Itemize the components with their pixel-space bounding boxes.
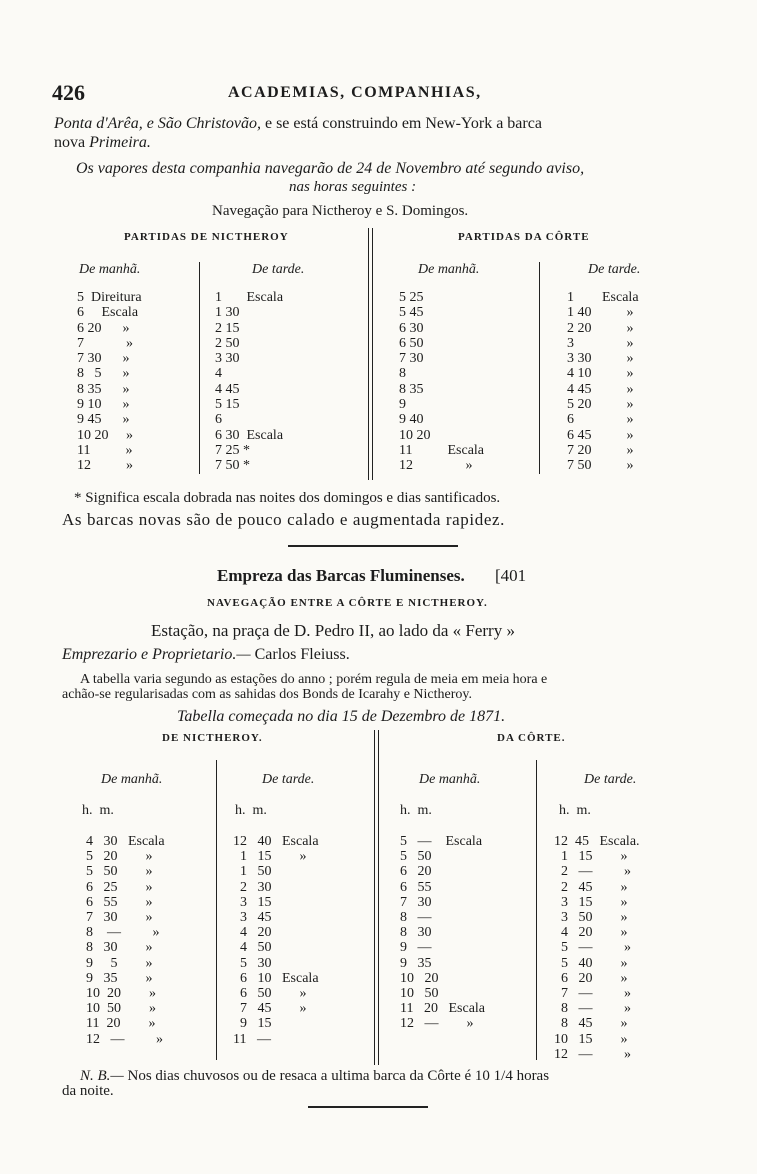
table2-group-left: DE NICTHEROY. — [162, 732, 263, 744]
section2-para-1: A tabella varia segundo as estações do anno ; porém regula de meia em meia hora e — [80, 672, 548, 687]
table2-divider-b — [378, 730, 379, 1065]
table2-cell: 4 20 — [233, 925, 272, 941]
table2-cell: 8 — » — [554, 1001, 631, 1017]
table2-cell: 3 50 » — [554, 910, 628, 926]
section2-para-2: achão-se regularisadas com as sahidas dos Bonds de Icarahy e Nictheroy. — [62, 687, 472, 702]
table1-cell: 6 30 — [399, 320, 424, 336]
table1-cell: 6 30 Escala — [215, 427, 284, 443]
table1-cell: 6 — [215, 412, 222, 428]
section2-owner — [62, 646, 350, 664]
table2-col-divider-2 — [536, 760, 537, 1060]
table2-cell: 10 20 » — [86, 986, 156, 1002]
table2-cell: 12 45 Escala. — [554, 834, 640, 849]
table2-cell: 4 30 Escala — [86, 834, 165, 849]
table2-cell: 3 45 — [233, 910, 272, 926]
table2-hm-1: h. m. — [82, 803, 114, 818]
table1-cell: 10 20 » — [77, 427, 133, 443]
table2-cell: 12 — » — [554, 1046, 631, 1062]
table2-cell: 6 55 » — [86, 894, 153, 910]
table2-head-1: De manhã. — [101, 772, 163, 787]
table2-cell: 6 20 — [400, 864, 432, 880]
table2-head-2: De tarde. — [262, 772, 315, 787]
table2-cell: 5 20 » — [86, 849, 153, 865]
owner-label: Emprezario e Proprietario.— — [62, 646, 251, 663]
table1-divider-b — [372, 228, 373, 480]
table1-cell: 6 Escala — [77, 305, 139, 321]
section2-ref: [401 — [495, 566, 527, 585]
table2-cell: 1 50 — [233, 864, 272, 880]
table1-cell: 4 45 — [215, 381, 240, 397]
intro-route: Navegação para Nictheroy e S. Domingos. — [212, 203, 469, 219]
table2-cell: 10 50 » — [86, 1001, 156, 1017]
intro-construction-text: e se está construindo em New-York a barca — [264, 115, 542, 132]
table2-cell: 5 50 — [400, 849, 432, 865]
running-title: ACADEMIAS, COMPANHIAS, — [228, 84, 482, 101]
table1-cell: 2 50 — [215, 335, 240, 351]
table2-cell: 8 45 » — [554, 1016, 628, 1032]
table2-cell: 3 15 » — [554, 894, 628, 910]
table2-cell: 5 50 » — [86, 864, 153, 880]
table2-cell: 5 30 — [233, 955, 272, 971]
table1-cell: 7 50 * — [215, 458, 250, 474]
table2-cell: 8 30 » — [86, 940, 153, 956]
table2-col-corte-morning — [400, 834, 485, 1032]
table2-cell: 10 20 — [400, 970, 439, 986]
table1-cell: 5 45 — [399, 305, 424, 321]
table1-cell: 6 20 » — [77, 320, 130, 336]
table1-cell: 1 Escala — [215, 290, 284, 305]
table2-cell: 10 15 » — [554, 1031, 628, 1047]
table1-cell: 3 30 — [215, 351, 240, 367]
table2-cell: 2 45 » — [554, 879, 628, 895]
table1-cell: 8 35 » — [77, 381, 130, 397]
table2-cell: 2 30 — [233, 879, 272, 895]
table2-cell: 6 20 » — [554, 970, 628, 986]
table1-cell: 8 35 — [399, 381, 424, 397]
table2-col-nictheroy-morning — [86, 834, 165, 1047]
table2-head-4: De tarde. — [584, 772, 637, 787]
table2-hm-3: h. m. — [400, 803, 432, 818]
table2-cell: 4 50 — [233, 940, 272, 956]
table1-cell: 3 » — [567, 335, 634, 351]
table1-cell: 11 Escala — [399, 442, 485, 458]
table2-cell: 7 45 » — [233, 1001, 307, 1017]
table2-cell: 11 20 Escala — [400, 1001, 486, 1017]
table2-cell: 7 30 — [400, 894, 432, 910]
table1-col-nictheroy-afternoon — [215, 290, 283, 474]
table2-cell: 8 30 — [400, 925, 432, 941]
table1-group-right: PARTIDAS DA CÔRTE — [458, 231, 590, 243]
table1-cell: 12 » — [77, 458, 133, 474]
table1-cell: 1 Escala — [567, 290, 639, 305]
intro-nova: nova — [54, 134, 86, 151]
intro-schedule-notice: Os vapores desta companhia navegarão de 24 de Novembro até segundo aviso, — [76, 160, 585, 177]
table1-cell: 6 45 » — [567, 427, 634, 443]
table1-cell: 9 — [399, 397, 406, 413]
table2-cell: 8 — — [400, 910, 432, 926]
table1-col-corte-afternoon — [567, 290, 639, 474]
table2-head-3: De manhã. — [419, 772, 481, 787]
table1-cell: 8 5 » — [77, 366, 130, 382]
table2-group-right: DA CÔRTE. — [497, 732, 566, 744]
table1-head-4: De tarde. — [588, 262, 641, 277]
table1-cell: 9 40 — [399, 412, 424, 428]
table2-cell: 11 20 » — [86, 1016, 156, 1032]
table1-cell: 11 » — [77, 442, 133, 458]
table2-cell: 6 25 » — [86, 879, 153, 895]
table1-divider-a — [368, 228, 369, 480]
table2-cell: 9 — — [400, 940, 432, 956]
table1-col-divider-2 — [539, 262, 540, 474]
table1-cell: 2 20 » — [567, 320, 634, 336]
intro-line-2 — [54, 134, 151, 152]
table1-head-2: De tarde. — [252, 262, 305, 277]
table2-cell: 5 — Escala — [400, 834, 483, 849]
table2-cell: 11 — — [233, 1031, 271, 1047]
table2-hm-2: h. m. — [235, 803, 267, 818]
table1-cell: 6 » — [567, 412, 634, 428]
table2-cell: 9 15 — [233, 1016, 272, 1032]
table2-cell: 5 — » — [554, 940, 631, 956]
table2-cell: 2 — » — [554, 864, 631, 880]
table1-col-nictheroy-morning — [77, 290, 142, 474]
table2-cell: 10 50 — [400, 986, 439, 1002]
table2-cell: 7 30 » — [86, 910, 153, 926]
table2-cell: 6 50 » — [233, 986, 307, 1002]
intro-primeira: Primeira. — [89, 134, 151, 151]
table1-cell: 7 20 » — [567, 442, 634, 458]
table1-cell: 6 50 — [399, 335, 424, 351]
table2-cell: 12 — » — [400, 1016, 474, 1032]
intro-place-names: Ponta d'Arêa, e São Christovão, — [54, 115, 261, 132]
section-rule-2 — [308, 1106, 428, 1108]
table1-cell: 7 25 * — [215, 442, 250, 458]
section-rule-1 — [288, 545, 458, 547]
table2-cell: 3 15 — [233, 894, 272, 910]
table2-cell: 1 15 » — [233, 849, 307, 865]
owner-name: Carlos Fleiuss. — [254, 646, 350, 663]
table2-cell: 9 35 — [400, 955, 432, 971]
table1-cell: 9 45 » — [77, 412, 130, 428]
table2-cell: 6 10 Escala — [233, 970, 319, 986]
section2-subtitle: NAVEGAÇÃO ENTRE A CÔRTE E NICTHEROY. — [207, 597, 488, 609]
table2-cell: 5 40 » — [554, 955, 628, 971]
table1-note: As barcas novas são de pouco calado e augmentada rapidez. — [62, 510, 505, 529]
table1-cell: 8 — [399, 366, 406, 382]
table1-cell: 7 50 » — [567, 458, 634, 474]
table2-col-nictheroy-afternoon — [233, 834, 319, 1047]
table1-cell: 7 30 — [399, 351, 424, 367]
table1-cell: 4 10 » — [567, 366, 634, 382]
nb-line-1 — [80, 1068, 549, 1085]
table2-col-corte-afternoon — [554, 834, 640, 1062]
table1-head-1: De manhã. — [79, 262, 141, 277]
table1-cell: 12 » — [399, 458, 473, 474]
table1-cell: 7 30 » — [77, 351, 130, 367]
table1-cell: 5 25 — [399, 290, 424, 305]
nb-line-2: da noite. — [62, 1083, 114, 1099]
table2-cell: 12 40 Escala — [233, 834, 319, 849]
table2-hm-4: h. m. — [559, 803, 591, 818]
table2-cell: 8 — » — [86, 925, 160, 941]
table1-cell: 4 45 » — [567, 381, 634, 397]
table1-col-corte-morning — [399, 290, 484, 474]
table1-cell: 4 — [215, 366, 222, 382]
table2-divider-a — [374, 730, 375, 1065]
table1-footnote: * Significa escala dobrada nas noites dos domingos e dias santificados. — [74, 490, 501, 506]
table1-cell: 10 20 — [399, 427, 431, 443]
table1-cell: 2 15 — [215, 320, 240, 336]
table2-cell: 1 15 » — [554, 849, 628, 865]
table2-col-divider-1 — [216, 760, 217, 1060]
table1-cell: 1 30 — [215, 305, 240, 321]
table1-cell: 5 15 — [215, 397, 240, 413]
table2-cell: 9 35 » — [86, 970, 153, 986]
table1-col-divider-1 — [199, 262, 200, 474]
table1-cell: 3 30 » — [567, 351, 634, 367]
table1-cell: 1 40 » — [567, 305, 634, 321]
section2-station: Estação, na praça de D. Pedro II, ao lado da « Ferry » — [151, 621, 515, 640]
intro-hours: nas horas seguintes : — [289, 179, 417, 195]
page-number: 426 — [52, 80, 85, 105]
table1-cell: 5 Direitura — [77, 290, 142, 305]
table1-cell: 7 » — [77, 335, 133, 351]
table1-group-left: PARTIDAS DE NICTHEROY — [124, 231, 289, 243]
table1-cell: 5 20 » — [567, 397, 634, 413]
table2-cell: 4 20 » — [554, 925, 628, 941]
table2-cell: 6 55 — [400, 879, 432, 895]
nb-text: Nos dias chuvosos ou de resaca a ultima barca da Côrte é 10 1/4 horas — [127, 1068, 550, 1084]
table2-cell: 9 5 » — [86, 955, 153, 971]
section2-title: Empreza das Barcas Fluminenses. — [217, 566, 465, 585]
table2-cell: 12 — » — [86, 1031, 163, 1047]
intro-line-1 — [54, 115, 542, 133]
table1-cell: 9 10 » — [77, 397, 130, 413]
table1-head-3: De manhã. — [418, 262, 480, 277]
nb-label: N. B.— — [80, 1068, 124, 1084]
table2-cell: 7 — » — [554, 986, 631, 1002]
section2-table-caption: Tabella começada no dia 15 de Dezembro de 1871. — [177, 708, 506, 725]
